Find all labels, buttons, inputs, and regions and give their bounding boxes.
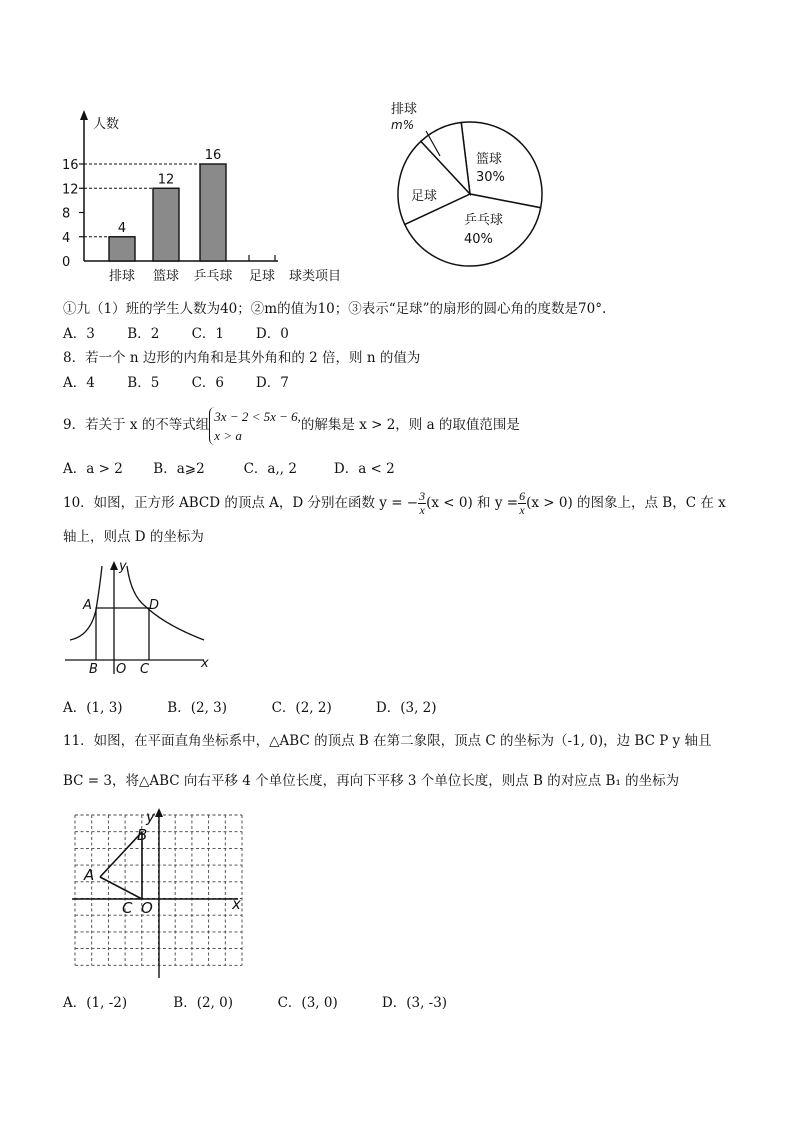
q10-fraction-1 — [418, 490, 426, 517]
pie-label-volleyball: 排球 — [391, 102, 418, 117]
q8-text: 8．若一个 n 边形的内角和是其外角和的 2 倍，则 n 的值为 — [63, 350, 421, 366]
q8-options — [63, 373, 289, 393]
q7-options — [63, 324, 289, 344]
q11-options — [63, 993, 447, 1013]
ytick-label-0: 0 — [62, 255, 71, 270]
q9-ineq-2: x > a — [214, 427, 242, 443]
q7-statement: ①九（1）班的学生人数为40；②m的值为10；③表示“足球”的扇形的圆心角的度数是70°. — [63, 301, 607, 317]
q11-option-d[interactable]: D．(3, -3) — [381, 995, 448, 1011]
q11-side-ac — [100, 877, 142, 899]
q10-part-2: (x < 0) 和 y = — [426, 495, 519, 511]
q11-option-c[interactable]: C．(3, 0) — [277, 995, 338, 1011]
q10-frac2-num: 6 — [519, 489, 526, 503]
ytick-label-12: 12 — [62, 182, 79, 198]
q10-figure — [60, 555, 220, 680]
q10-option-d[interactable]: D．(3, 2) — [375, 700, 437, 716]
q11-option-a[interactable]: A．(1, -2) — [63, 995, 128, 1011]
q10-label-o: O — [116, 662, 127, 677]
pie-value-basketball: 30% — [476, 170, 505, 185]
bar-乒乓球 — [200, 164, 226, 261]
q11-line-1: 11．如图，在平面直角坐标系中，△ABC 的顶点 B 在第二象限，顶点 C 的坐标为（-1, 0)，边 BC P y 轴且 — [63, 733, 712, 749]
q9-option-d[interactable]: D．a < 2 — [333, 461, 395, 477]
pie-label-basketball: 篮球 — [476, 152, 503, 167]
pie-chart — [385, 95, 555, 275]
q11-label-x: x — [232, 895, 241, 913]
category-label-1: 篮球 — [152, 269, 180, 284]
q10-line-1 — [63, 486, 726, 520]
q10-options — [63, 698, 437, 718]
bar-label-排球: 4 — [117, 220, 127, 236]
q11-side-ab — [100, 832, 142, 877]
q9-option-b[interactable]: B．a⩾2 — [153, 461, 205, 477]
q8-option-a[interactable]: A．4 — [63, 375, 95, 391]
q11-figure — [65, 805, 255, 985]
ytick-label-16: 16 — [62, 158, 79, 173]
q9-suffix: 的解集是 x > 2，则 a 的取值范围是 — [300, 417, 520, 433]
q8-option-c[interactable]: C．6 — [191, 375, 225, 391]
q10-option-c[interactable]: C．(2, 2) — [271, 700, 332, 716]
q11-label-y: y — [146, 808, 155, 826]
category-label-3: 足球 — [248, 269, 276, 284]
q10-y-arrow — [110, 561, 118, 570]
q10-fraction-2 — [518, 490, 526, 517]
bar-篮球 — [153, 188, 179, 261]
pie-label-pingpong: 乒乓球 — [464, 213, 504, 228]
q11-label-c: C — [122, 899, 133, 917]
q10-label-a: A — [83, 598, 92, 613]
q10-square — [96, 608, 149, 660]
q7-option-c[interactable]: C．1 — [191, 326, 225, 342]
q10-part-3: (x > 0) 的图象上，点 B，C 在 x — [526, 495, 726, 511]
pie-value-volleyball: m% — [391, 118, 415, 132]
y-axis-label: 人数 — [93, 117, 120, 132]
q10-frac1-den: x — [419, 503, 425, 517]
category-label-0: 排球 — [108, 269, 136, 284]
q11-y-arrow — [155, 808, 163, 817]
ytick-label-4: 4 — [62, 230, 71, 246]
q11-option-b[interactable]: B．(2, 0) — [173, 995, 234, 1011]
pie-value-pingpong: 40% — [464, 232, 493, 247]
q9-option-a[interactable]: A．a > 2 — [63, 461, 123, 477]
category-label-2: 乒乓球 — [193, 269, 233, 284]
q10-label-x: x — [201, 656, 209, 671]
q7-option-a[interactable]: A．3 — [63, 326, 95, 342]
q11-line-2: BC = 3，将△ABC 向右平移 4 个单位长度，再向下平移 3 个单位长度，则点 B 的对应点 B₁ 的坐标为 — [63, 773, 680, 789]
bar-排球 — [109, 237, 135, 261]
q9-prefix: 9．若关于 x 的不等式组 — [63, 417, 210, 433]
pie-label-football: 足球 — [411, 189, 438, 204]
q10-option-b[interactable]: B．(2, 3) — [167, 700, 228, 716]
q10-frac1-num: 3 — [419, 489, 426, 503]
q9-ineq-1: 3x − 2 < 5x − 6, — [214, 408, 301, 424]
q7-option-b[interactable]: B．2 — [127, 326, 160, 342]
q7-option-d[interactable]: D．0 — [255, 326, 289, 342]
q10-label-d: D — [149, 598, 160, 613]
q9-option-c[interactable]: C．a,, 2 — [243, 461, 297, 477]
q10-label-b: B — [89, 662, 98, 677]
bar-chart — [55, 105, 355, 285]
q11-label-o: O — [141, 899, 153, 917]
q9-inequality-system — [209, 407, 301, 445]
q10-label-y: y — [119, 559, 127, 574]
q10-curve-right — [127, 566, 204, 640]
q9-text — [63, 405, 520, 445]
y-axis-arrow — [80, 110, 88, 120]
q10-label-c: C — [140, 662, 150, 677]
q10-frac2-den: x — [519, 503, 525, 517]
q10-option-a[interactable]: A．(1, 3) — [63, 700, 123, 716]
q10-line-2: 轴上，则点 D 的坐标为 — [63, 529, 204, 545]
q11-label-a: A — [84, 866, 95, 884]
x-axis-label: 球类项目 — [289, 269, 342, 284]
q8-option-b[interactable]: B．5 — [127, 375, 160, 391]
bar-label-篮球: 12 — [157, 172, 175, 188]
ytick-label-8: 8 — [62, 206, 71, 222]
bar-label-乒乓球: 16 — [204, 148, 222, 163]
q10-part-1: 10．如图，正方形 ABCD 的顶点 A，D 分别在函数 y = − — [63, 495, 419, 511]
q11-label-b: B — [137, 826, 148, 844]
q8-option-d[interactable]: D．7 — [255, 375, 289, 391]
q9-options — [63, 459, 395, 479]
